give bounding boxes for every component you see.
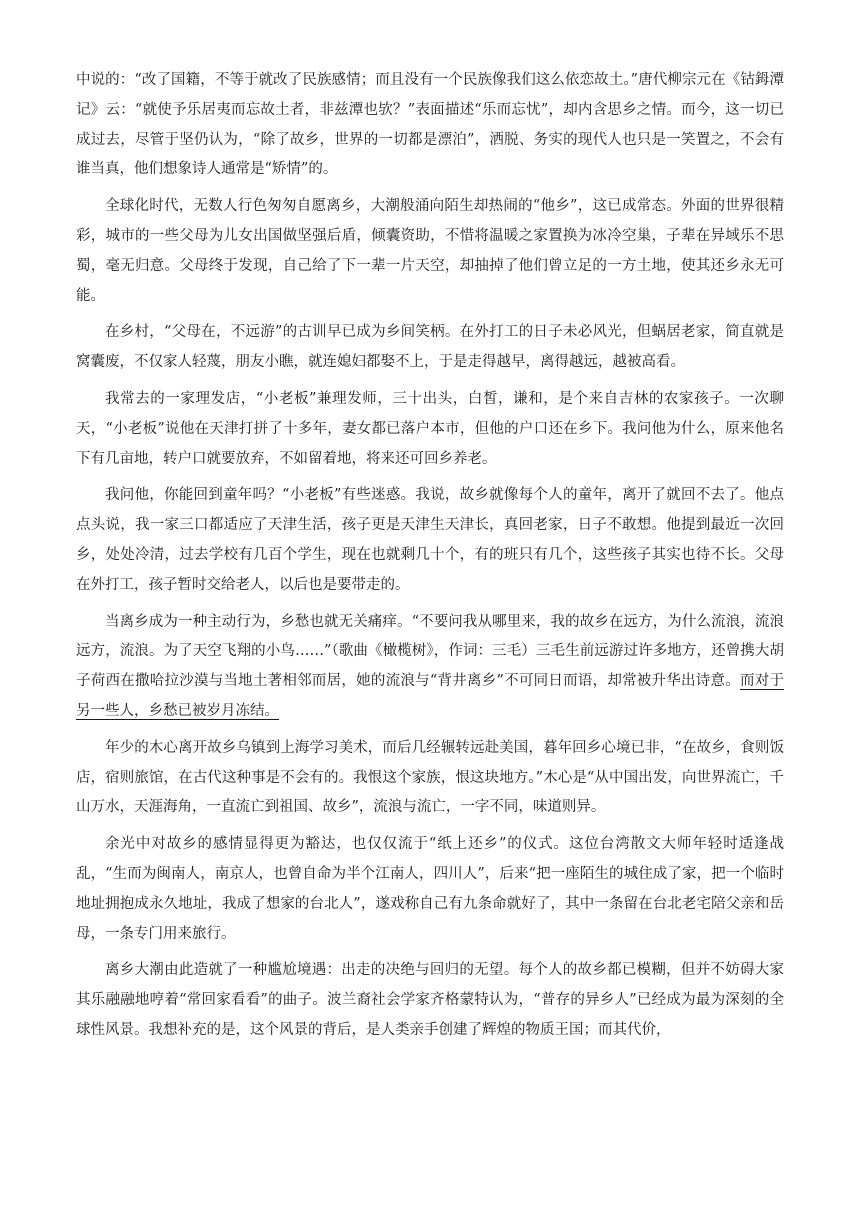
paragraph-sanmao bbox=[76, 608, 784, 727]
paragraph-muxin: 年少的木心离开故乡乌镇到上海学习美术，而后几经辗转远赴美国，暮年回乡心境已非，“在故乡，食则饭店，宿则旅馆，在古代这种事是不会有的。我恨这个家族，恨这块地方。”木心是“从中国出发，向世界流亡，千山万水，天涯海角，一直流亡到祖国、故乡”，流浪与流亡，一字不同，味道则异。 bbox=[76, 739, 784, 816]
underlined-sentence: 而对于另一些人，乡愁已被岁月冻结。 bbox=[76, 673, 785, 719]
paragraph-departure-tide: 离乡大潮由此造就了一种尴尬境遇：出走的决绝与回归的无望。每个人的故乡都已模糊，但并不妨碍大家其乐融融地哼着“常回家看看”的曲子。波兰裔社会学家齐格蒙特认为，“普存的异乡人”已经成为最为深刻的全球性风景。我想补充的是，这个风景的背后，是人类亲手创建了辉煌的物质王国；而其代价， bbox=[76, 962, 784, 1038]
paragraph-sanmao-text: 当离乡成为一种主动行为，乡愁也就无关痛痒。“不要问我从哪里来，我的故乡在远方，为什么流浪，流浪远方，流浪。为了天空飞翔的小鸟……”（歌曲《橄榄树》，作词：三毛）三毛生前远游过许多地方，还曾携大胡子荷西在撒哈拉沙漠与当地土著相邻而居，她的流浪与“背井离乡”不可同日而语，却常被升华出诗意。 bbox=[76, 613, 784, 690]
paragraph-childhood: 我问他，你能回到童年吗？“小老板”有些迷惑。我说，故乡就像每个人的童年，离开了就回不去了。他点点头说，我一家三口都适应了天津生活，孩子更是天津生天津长，真回老家，日子不敢想。他提到最近一次回乡，处处冷清，过去学校有几百个学生，现在也就剩几十个，有的班只有几个，这些孩子其实也待不长。父母在外打工，孩子暂时交给老人，以后也是要带走的。 bbox=[76, 487, 784, 593]
paragraph-globalization: 全球化时代，无数人行色匆匆自愿离乡，大潮般涌向陌生却热闹的“他乡”，这已成常态。外面的世界很精彩，城市的一些父母为儿女出国做坚强后盾，倾囊资助，不惜将温暖之家置换为冰冷空巢，子辈在异域乐不思蜀，毫无归意。父母终于发现，自己给了下一辈一片天空，却抽掉了他们曾立足的一方土地，使其还乡永无可能。 bbox=[76, 198, 784, 304]
paragraph-continuation: 中说的：“改了国籍，不等于就改了民族感情；而且没有一个民族像我们这么依恋故土。”唐代柳宗元在《钴鉧潭记》云：“就使予乐居夷而忘故土者，非兹潭也欤？”表面描述“乐而忘忧”，却内含思乡之情。而今，这一切已成过去，尽管于坚仍认为，“除了故乡，世界的一切都是漂泊”，洒脱、务实的现代人也只是一笑置之，不会有谁当真，他们想象诗人通常是“矫情”的。 bbox=[76, 72, 784, 178]
paragraph-barbershop: 我常去的一家理发店，“小老板”兼理发师，三十出头，白皙，谦和，是个来自吉林的农家孩子。一次聊天，“小老板”说他在天津打拼了十多年，妻女都已落户本市，但他的户口还在乡下。我问他为什么，原来他名下有几亩地，转户口就要放弃，不如留着地，将来还可回乡养老。 bbox=[76, 390, 784, 467]
paragraph-rural: 在乡村，“父母在，不远游”的古训早已成为乡间笑柄。在外打工的日子未必风光，但蜗居老家，简直就是窝囊废，不仅家人轻蔑，朋友小瞧，就连媳妇都娶不上，于是走得越早，离得越远，越被高看。 bbox=[76, 324, 784, 371]
paragraph-yuguangzhong: 余光中对故乡的感情显得更为豁达，也仅仅流于“纸上还乡”的仪式。这位台湾散文大师年轻时适逢战乱，“生而为闽南人，南京人，也曾自命为半个江南人，四川人”，后来“把一座陌生的城住成了家，把一个临时地址拥抱成永久地址，我成了想家的台北人”，遂戏称自己有九条命就好了，其中一条留在台北老宅陪父亲和岳母，一条专门用来旅行。 bbox=[76, 836, 784, 942]
article-body bbox=[76, 66, 784, 1053]
